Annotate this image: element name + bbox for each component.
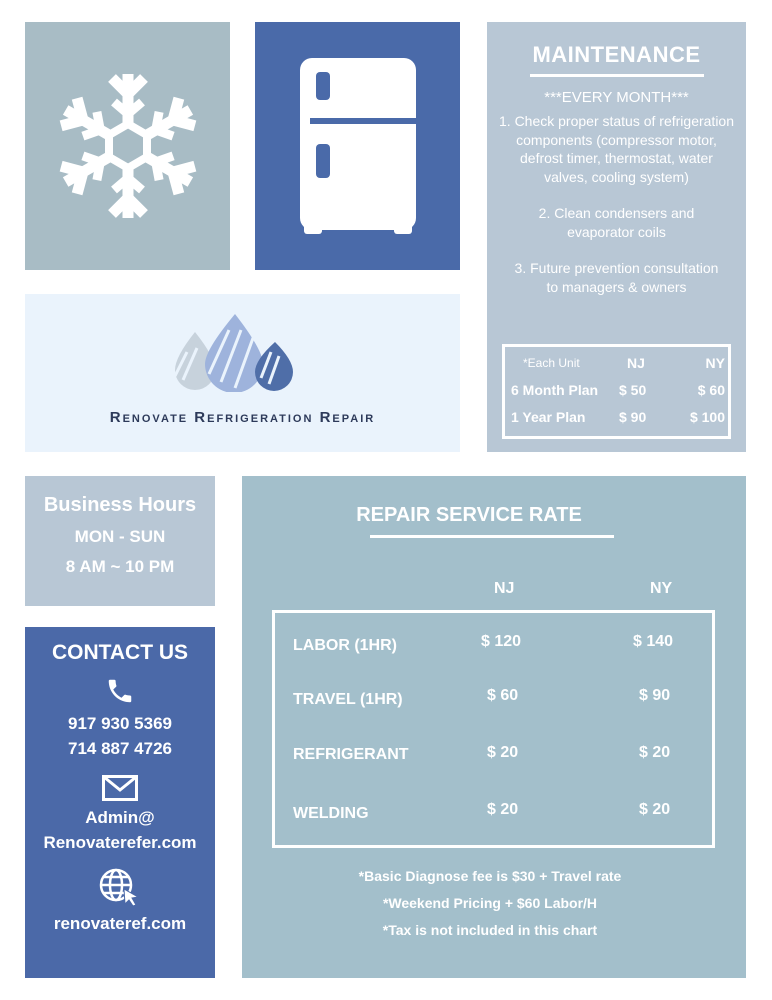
refrigerator-icon (298, 56, 418, 236)
maintenance-frequency: ***EVERY MONTH*** (544, 89, 689, 106)
maintenance-title: MAINTENANCE (532, 42, 701, 67)
contact-panel (25, 627, 215, 978)
note: *Tax is not included in this chart (382, 922, 598, 938)
title-underline (370, 535, 614, 538)
maintenance-item: 1. Check proper status of refrigeration components (compressor motor, defrost timer, thermostat, water valves, cooling system) (499, 113, 735, 185)
service-name: WELDING (293, 805, 369, 822)
contact-title: CONTACT US (51, 641, 189, 664)
note: *Basic Diagnose fee is $30 + Travel rate (358, 868, 622, 884)
cell: 1 Year Plan (511, 408, 586, 425)
cell: $ 90 (619, 408, 647, 425)
business-hours-panel (25, 476, 215, 606)
header-cell: NY (705, 354, 725, 371)
nj-rate: $ 120 (481, 633, 522, 650)
logo-panel (25, 294, 460, 452)
maintenance-item: 2. Clean condensers and evaporator coils (538, 205, 695, 240)
email-line[interactable]: Renovaterefer.com (43, 833, 197, 852)
hours-time: 8 AM ~ 10 PM (65, 557, 175, 576)
cell: $ 60 (697, 381, 725, 398)
phone-number[interactable]: 714 887 4726 (68, 739, 172, 758)
brand-name: Renovate Refrigeration Repair (109, 409, 376, 426)
email-line[interactable]: Admin@ (85, 808, 155, 827)
ny-rate: $ 20 (639, 744, 671, 761)
header-cell: NJ (627, 354, 645, 371)
service-name: LABOR (1HR) (293, 637, 397, 654)
cell: 6 Month Plan (511, 381, 599, 398)
envelope-icon (102, 775, 138, 801)
globe-cursor-icon (98, 867, 142, 907)
ny-rate: $ 90 (639, 687, 671, 704)
nj-rate: $ 20 (487, 801, 519, 818)
nj-rate: $ 60 (487, 687, 519, 704)
service-name: TRAVEL (1HR) (293, 691, 403, 708)
table-row (505, 403, 728, 430)
snowflake-icon (58, 68, 198, 224)
column-header-nj: NJ (494, 580, 515, 597)
hours-title: Business Hours (43, 494, 197, 516)
phone-icon (105, 675, 135, 707)
water-drops-logo (167, 312, 307, 392)
service-name: REFRIGERANT (293, 746, 409, 763)
fridge-panel (255, 22, 460, 270)
column-header-ny: NY (650, 580, 673, 597)
repair-rate-table (272, 610, 715, 848)
website-link[interactable]: renovateref.com (53, 914, 187, 933)
cell: $ 100 (689, 408, 725, 425)
maintenance-item: 3. Future prevention consultation to managers & owners (514, 260, 719, 295)
table-header (505, 349, 728, 376)
repair-rate-panel (242, 476, 746, 978)
snowflake-panel (25, 22, 230, 270)
table-row (505, 376, 728, 403)
note: *Weekend Pricing + $60 Labor/H (382, 895, 598, 911)
hours-days: MON - SUN (74, 527, 166, 546)
plan-pricing-table (502, 344, 731, 439)
repair-title: REPAIR SERVICE RATE (356, 504, 582, 526)
ny-rate: $ 20 (639, 801, 671, 818)
maintenance-panel (487, 22, 746, 452)
header-cell: *Each Unit (523, 355, 580, 370)
title-underline (530, 74, 704, 77)
cell: $ 50 (619, 381, 647, 398)
ny-rate: $ 140 (633, 633, 674, 650)
pricing-notes (238, 868, 742, 949)
nj-rate: $ 20 (487, 744, 519, 761)
phone-number[interactable]: 917 930 5369 (68, 714, 172, 733)
